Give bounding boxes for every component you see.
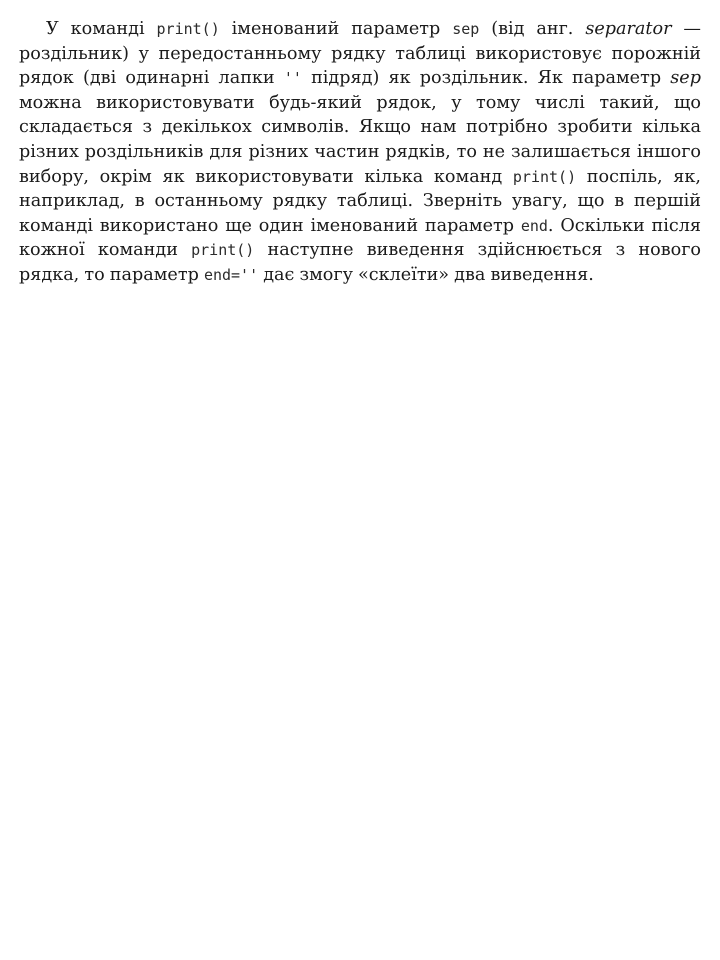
code-print: print()	[156, 20, 220, 38]
code-end-empty: end=''	[203, 265, 259, 284]
code-print: print()	[191, 241, 255, 260]
text-segment: — роздільник) у передостанньому рядку таблиці використовує порожній рядок (дві одинарні лапки	[19, 19, 702, 89]
code-print: print()	[512, 167, 577, 186]
text-segment: . Оскільки після кожної команди	[19, 215, 702, 261]
text-segment: підряд) як роздільник. Як параметр	[301, 68, 671, 89]
code-end: end	[520, 216, 548, 235]
text-segment: іменований параметр	[219, 19, 453, 39]
text-segment: (від анг.	[479, 19, 586, 39]
document-page	[19, 17, 701, 288]
text-segment: поспіль, як, наприклад, в останньому рядку таблиці. Зверніть увагу, що в першій команді використано ще один іменований параметр	[19, 166, 701, 236]
text-segment: У команді	[46, 19, 157, 39]
code-sep: sep	[452, 20, 480, 38]
italic-sep: sep	[670, 68, 701, 89]
text-segment: можна використовувати будь-який рядок, у тому числі такий, що складається з декількох символів. Якщо нам потрібно зробити кілька різних роздільників для різних частин рядків, то не залишається іншого вибору, окрім як використовувати кілька команд	[19, 92, 701, 187]
italic-separator: separator	[585, 19, 672, 39]
code-empty-quotes: ''	[283, 69, 302, 88]
body-paragraph	[19, 17, 701, 288]
text-segment: дає змогу «склеїти» два виведення.	[258, 264, 594, 285]
text-segment: наступне виведення здійснюється з нового рядка, то параметр	[19, 240, 702, 285]
